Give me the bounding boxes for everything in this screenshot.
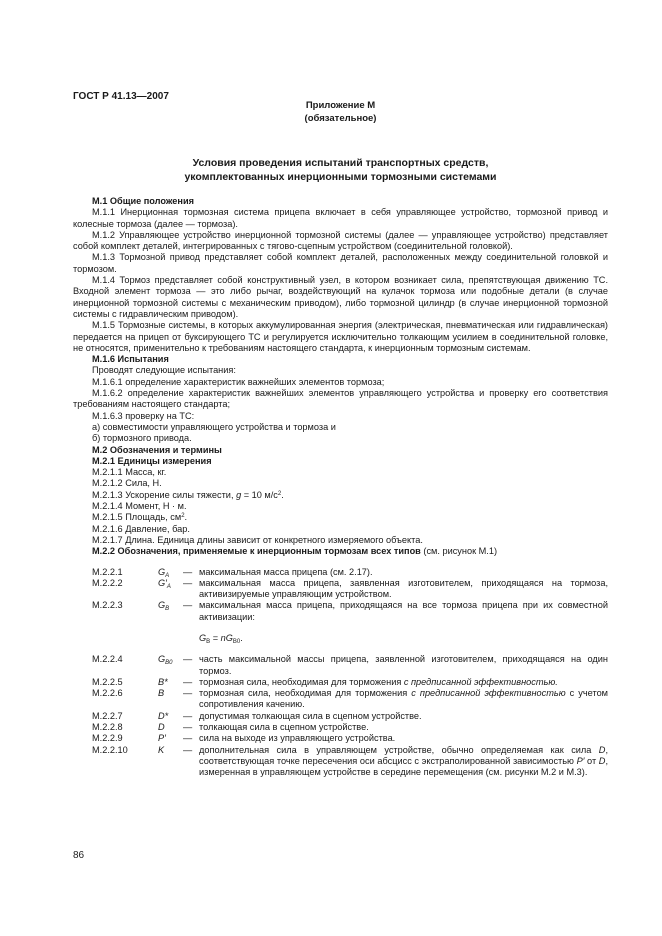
paragraph: Проводят следующие испытания: [92,365,236,376]
definition-row: М.2.2.6 B — тормозная сила, необходимая для торможения с предписанной эффективностью с учетом сопротивления качению. [92,688,609,710]
subsection-heading: М.2.1 Единицы измерения [92,455,212,466]
list-item: б) тормозного привода. [92,433,192,444]
definition-row: М.2.2.5 B* — тормозная сила, необходимая для торможения с предписанной эффективностью. [92,676,558,687]
subsection-heading: М.1.6 Испытания [92,354,169,365]
paragraph: М.1.2 Управляющее устройство инерционной тормозной системы (далее — управляющее устройство) представляет собой комплект деталей, интегрированных с тягово-сцепным устройством (соединительной головкой). [73,229,608,252]
definition-row: М.2.2.7 D* — допустимая толкающая сила в сцепном устройстве. [92,710,422,721]
paragraph: М.1.6.2 определение характеристик важнейших элементов управляющего устройства и проверку его соответствия требованиям настоящего стандарта; [73,388,608,410]
unit-item: М.2.1.7 Длина. Единица длины зависит от конкретного измеряемого объекта. [92,534,423,545]
definition-row: М.2.2.2 $G'_A$ — максимальная масса прицепа, заявленная изготовителем, приходящаяся на тормоза, активизируемые управляющим устройством. [92,577,608,600]
definitions-list [73,567,608,779]
title-line-1: Условия проведения испытаний транспортных средств, [192,157,489,169]
unit-item: М.2.1.1 Масса, кг. [92,467,167,478]
definition-row: М.2.2.8 D — толкающая сила в сцепном устройстве. [92,722,369,733]
unit-item: М.2.1.2 Сила, Н. [92,478,162,489]
definition-row: М.2.2.4 $G_{B0}$ — часть максимальной массы прицепа, заявленной изготовителем, приходящаяся на один тормоз. [92,654,608,676]
section-heading: М.2 Обозначения и термины [92,444,222,455]
document-body [73,196,608,779]
paragraph: М.1.6.1 определение характеристик важнейших элементов тормоза; [92,376,385,387]
subsection-heading: М.2.2 Обозначения, применяемые к инерционным тормозам всех типов (см. рисунок М.1) [92,546,498,557]
document-code: ГОСТ Р 41.13—2007 [73,91,169,102]
definition-row: М.2.2.1 $G_A$ — максимальная масса прицепа (см. 2.17). [92,566,373,579]
paragraph: М.1.1 Инерционная тормозная система прицепа включает в себя управляющее устройство, тормозной привод и колесные тормоза (далее — тормоза). [73,207,608,229]
unit-item: М.2.1.5 Площадь, $см^2$. [92,512,188,523]
paragraph: М.1.4 Тормоз представляет собой конструктивный узел, в котором возникает сила, препятствующая движению ТС. Входной элемент тормоза — это либо рычаг, воздействующий на кулачок тормоза или подобные детали (в случае инерционной тормозной системы с механическим приводом), либо тормозной цилиндр (в случае инерционной тормозной системы с гидравлическим приводом). [73,275,608,319]
list-item: а) совместимости управляющего устройства и тормоза и [92,421,336,432]
appendix-title: Приложение М [305,100,376,111]
paragraph: М.1.5 Тормозные системы, в которых аккумулированная энергия (электрическая, пневматическая или гидравлическая) передается на прицеп от буксирующего ТС и регулируется исключительно толкающим усилием в соединительной головке, не относятся, применительно к требованиям настоящего стандарта, к инерционным тормозным системам. [73,320,608,353]
page-number: 86 [73,850,85,861]
unit-item: М.2.1.3 Ускорение силы тяжести, g = 10 $м/с^2$. [92,489,284,500]
appendix-status: (обязательное) [304,113,377,124]
formula: $G_B = nG_{B0}$. [199,632,243,645]
section-heading: М.1 Общие положения [92,196,194,206]
unit-item: М.2.1.6 Давление, бар. [92,523,190,534]
definition-row: М.2.2.3 $G_B$ — максимальная масса прицепа, приходящаяся на все тормоза прицепа при их совместной активизации: [92,600,608,622]
definition-row: М.2.2.9 P′ — сила на выходе из управляющего устройства. [92,733,396,744]
definition-row: М.2.2.10 K — дополнительная сила в управляющем устройстве, обычно определяемая как сила D, соответствующая точке пересечения оси абсцисс с экстраполированной зависимостью P′ от D, измеренная в управляющем устройстве в середине перемещения (см. рисунки М.2 и М.3). [92,744,608,778]
unit-item: М.2.1.4 Момент, Н · м. [92,501,187,512]
title-line-2: укомплектованных инерционными тормозными системами [184,171,497,183]
paragraph: М.1.3 Тормозной привод представляет собой комплект деталей, расположенных между соединительной головкой и тормозом. [73,252,608,274]
paragraph: М.1.6.3 проверку на ТС: [92,410,195,421]
